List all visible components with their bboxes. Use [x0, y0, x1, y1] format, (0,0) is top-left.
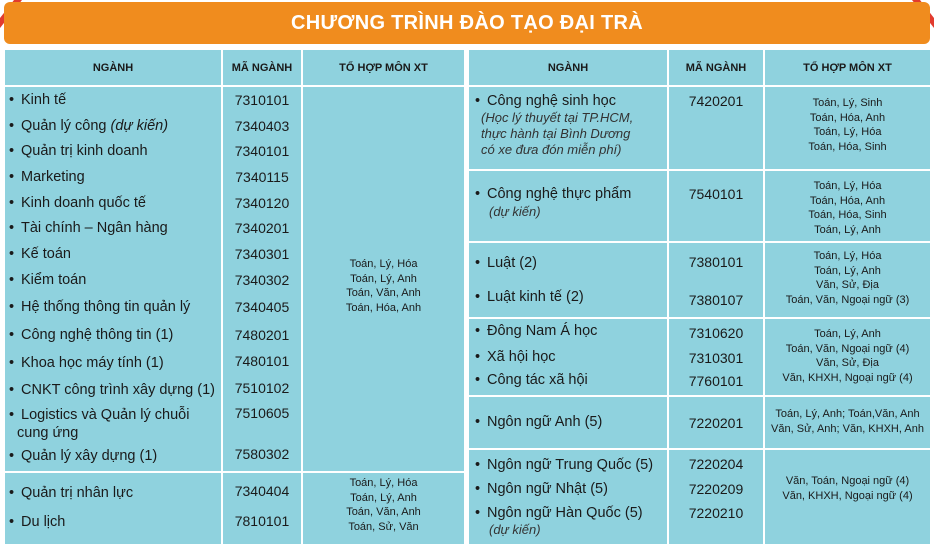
program-name-continued: cung ứng [17, 425, 79, 441]
program-code: 7340405 [234, 299, 290, 315]
subject-combo: Toán, Hóa, Anh [345, 301, 422, 314]
program-name: • Xã hội học [475, 349, 556, 365]
program-code: 7340302 [234, 272, 290, 288]
program-code: 7340115 [235, 169, 289, 185]
program-name: • Kế toán [9, 246, 71, 262]
subject-combo: Văn, KHXH, Ngoại ngữ (4) [782, 371, 913, 384]
program-note: (dự kiến) [489, 204, 541, 219]
program-name: • Luật kinh tế (2) [475, 289, 584, 305]
program-name: • Đông Nam Á học [475, 323, 598, 339]
program-code: 7220201 [688, 415, 744, 431]
program-code: 7220204 [688, 456, 744, 472]
program-note: có xe đưa đón miễn phí) [481, 142, 622, 157]
subject-combos-r3 [765, 249, 930, 307]
right-table [469, 50, 930, 544]
program-code: 7340403 [234, 118, 290, 134]
program-code: 7510102 [234, 380, 290, 396]
program-code: 7310101 [234, 92, 290, 108]
page-title: CHƯƠNG TRÌNH ĐÀO TẠO ĐẠI TRÀ [290, 11, 644, 34]
subject-combo: Toán, Lý, Hóa [813, 250, 882, 262]
program-note: (dự kiến) [489, 522, 541, 537]
header-to-hop: TỔ HỢP MÔN XT [765, 50, 930, 85]
program-code: 7340201 [234, 220, 290, 236]
header-to-hop: TỔ HỢP MÔN XT [303, 50, 464, 85]
program-code: 7310301 [688, 350, 744, 366]
program-code: 7340101 [234, 143, 290, 159]
program-name: • Quản lý xây dựng (1) [9, 448, 158, 464]
header-nganh: NGÀNH [5, 50, 221, 85]
header-ma-nganh: MÃ NGÀNH [669, 50, 763, 85]
subject-combo: Toán, Văn, Anh [346, 287, 421, 299]
subject-combo: Toán, Hóa, Sinh [808, 140, 887, 153]
program-code: 7760101 [688, 373, 744, 389]
header-ma-nganh: MÃ NGÀNH [223, 50, 301, 85]
subject-combo: Toán, Lý, Anh [814, 328, 881, 340]
program-name: • Tài chính – Ngân hàng [9, 220, 168, 236]
program-code: 7310620 [688, 325, 744, 341]
program-note: (Học lý thuyết tại TP.HCM, [481, 110, 634, 125]
program-code: 7480201 [234, 327, 290, 343]
subject-combo: Toán, Hóa, Anh [809, 194, 886, 207]
subject-combo: Toán, Lý, Hóa [349, 258, 418, 270]
program-note: thực hành tại Bình Dương [481, 126, 631, 141]
program-name: • Công nghệ sinh học [475, 93, 616, 109]
program-name: • Ngôn ngữ Nhật (5) [475, 481, 608, 497]
subject-combos-group1 [303, 257, 464, 315]
r2-code-cell [669, 171, 763, 241]
subject-combos-r1 [765, 96, 930, 154]
program-name: • Du lịch [9, 514, 66, 530]
program-code: 7340120 [234, 195, 290, 211]
subject-combo: Toán, Lý, Sinh [812, 97, 883, 109]
subject-combo: Văn, Sử, Địa [815, 357, 879, 369]
program-name: • Luật (2) [475, 255, 537, 271]
program-name: • Ngôn ngữ Hàn Quốc (5) [475, 505, 643, 521]
left-table [5, 50, 464, 544]
program-name: • Kiểm toán [9, 272, 87, 288]
program-name: • Kinh tế [9, 92, 67, 108]
program-code: 7340301 [234, 246, 290, 262]
subject-combos-group2 [303, 476, 464, 534]
program-name: • Khoa học máy tính (1) [9, 355, 164, 371]
program-name: • Công tác xã hội [475, 372, 588, 388]
subject-combo: Toán, Lý, Anh [814, 223, 881, 236]
subject-combo: Toán, Lý, Hóa [813, 180, 882, 192]
program-code: 7510605 [234, 405, 290, 421]
program-name: • Quản lý công (dự kiến) [9, 118, 169, 134]
program-name: • Hệ thống thông tin quản lý [9, 299, 191, 315]
program-name: • Công nghệ thực phẩm [475, 186, 632, 202]
program-code: 7380101 [688, 254, 744, 270]
header-nganh: NGÀNH [469, 50, 667, 85]
subject-combo: Văn, Sử, Địa [815, 279, 879, 291]
program-name: • Ngôn ngữ Anh (5) [475, 414, 603, 430]
program-code: 7220210 [688, 505, 744, 521]
program-code: 7580302 [234, 446, 290, 462]
subject-combo: Văn, KHXH, Ngoại ngữ (4) [782, 489, 913, 502]
program-name: • Quản trị kinh doanh [9, 143, 148, 159]
program-code: 7220209 [688, 481, 744, 497]
title-banner [4, 2, 930, 44]
subject-combos-r4 [765, 327, 930, 385]
subject-combo: Toán, Văn, Anh [346, 506, 421, 518]
program-code: 7540101 [688, 186, 744, 202]
subject-combo: Toán, Văn, Ngoại ngữ (4) [785, 342, 910, 355]
subject-combo: Văn, Toán, Ngoại ngữ (4) [785, 475, 910, 487]
program-name: • Marketing [9, 169, 85, 185]
program-code: 7340404 [234, 483, 290, 499]
subject-combo: Văn, Sử, Anh; Văn, KHXH, Anh [771, 422, 924, 435]
program-name: • Logistics và Quản lý chuỗi [9, 407, 190, 423]
subject-combo: Toán, Sử, Văn [348, 520, 419, 533]
subject-combo: Toán, Lý, Anh [814, 264, 881, 277]
subject-combos-r2 [765, 179, 930, 237]
program-name: • Công nghệ thông tin (1) [9, 327, 174, 343]
subject-combo: Toán, Hóa, Sinh [808, 209, 887, 221]
subject-combos-r6 [765, 474, 930, 503]
program-name: • Quản trị nhân lực [9, 485, 134, 501]
subject-combo: Toán, Hóa, Anh [809, 111, 886, 124]
program-code: 7810101 [234, 513, 290, 529]
subject-combo: Toán, Văn, Ngoại ngữ (3) [785, 293, 910, 306]
program-code: 7420201 [688, 93, 744, 109]
subject-combo: Toán, Lý, Hóa [349, 477, 418, 489]
subject-combo: Toán, Lý, Hóa [813, 126, 882, 138]
subject-combos-r5 [765, 407, 930, 436]
subject-combo: Toán, Lý, Anh [350, 272, 417, 285]
program-code: 7380107 [688, 292, 744, 308]
subject-combo: Toán, Lý, Anh; Toán,Văn, Anh [775, 408, 920, 420]
program-code: 7480101 [234, 353, 290, 369]
program-name: • Ngôn ngữ Trung Quốc (5) [475, 457, 654, 473]
program-name: • CNKT công trình xây dựng (1) [9, 382, 215, 398]
program-name: • Kinh doanh quốc tế [9, 195, 146, 211]
subject-combo: Toán, Lý, Anh [350, 491, 417, 504]
